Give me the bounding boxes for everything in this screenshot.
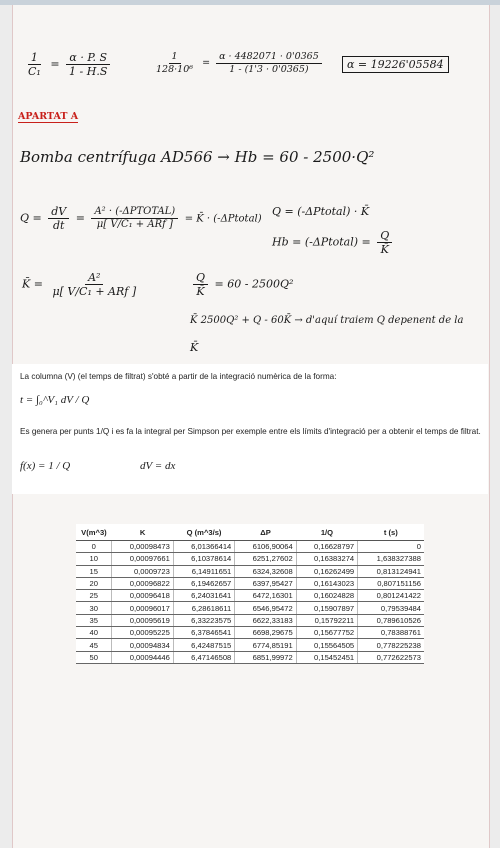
table-row: [76, 614, 424, 626]
table-cell: 0,16024828: [296, 590, 357, 602]
column-header: ΔP: [235, 524, 296, 541]
table-row: [76, 553, 424, 565]
table-cell: 0,0009723: [112, 565, 173, 577]
table-cell: 6,01366414: [173, 541, 234, 553]
q-label: Q =: [20, 211, 42, 225]
k-num: A²: [85, 272, 103, 285]
sub-den: 1 - (1'3 · 0'0365): [229, 63, 309, 75]
k-lhs: K̄ =: [22, 277, 43, 291]
table-cell: 0,813124941: [358, 565, 424, 577]
results-table: [76, 524, 424, 664]
k-symbol-last: K̄: [190, 341, 199, 354]
qk-equation: [190, 272, 293, 297]
table-cell: 6,24031641: [173, 590, 234, 602]
dvdt-den: dt: [53, 219, 65, 232]
flow-equation: Q = $\frac{dV}{dt}$ = $\frac{\text{A² · (-ΔPTOTAL)}}{\text{μ[ V/C₁ + ARf ]}}$ = K̄ · (-ΔPtotal): [20, 205, 262, 232]
table-cell: 0,789610526: [358, 614, 424, 626]
table-cell: 6,14911651: [173, 565, 234, 577]
printed-explanation: [12, 364, 488, 494]
table-cell: 0,15452451: [296, 651, 357, 663]
hb-expression: [272, 230, 395, 255]
table-row: [76, 627, 424, 639]
substitution-fraction: [216, 52, 322, 74]
hb-fraction: [377, 230, 392, 255]
lhs-den: C₁: [28, 65, 41, 78]
table-cell: 6,33223575: [173, 614, 234, 626]
qk-fraction: [193, 272, 208, 297]
fx-formula: f(x) = 1 / Q: [20, 460, 71, 472]
table-cell: 0,00096418: [112, 590, 173, 602]
formula-line-1: $\frac{1}{\text{C₁}}$ = $\frac{\alpha \cdot P. S}{1 - H.S}$: [22, 52, 113, 77]
alpha-num: α · P. S: [66, 52, 110, 65]
value-den: 128·10⁶: [156, 63, 194, 75]
alpha-den: 1 - H.S: [69, 65, 108, 78]
dvdt-fraction: [48, 206, 69, 231]
table-cell: 0,772622573: [358, 651, 424, 663]
column-header: V(m^3): [76, 524, 112, 541]
table-cell: 35: [76, 614, 112, 626]
table-cell: 6251,27602: [235, 553, 296, 565]
table-cell: 6397,95427: [235, 577, 296, 589]
integral-formula: t = ∫₀^V₁ dV / Q: [20, 394, 90, 406]
page-top-edge: [0, 0, 500, 5]
table-cell: 50: [76, 651, 112, 663]
table-cell: 0,16262499: [296, 565, 357, 577]
hb-den: K̄: [380, 243, 389, 256]
k-den: μ[ V/C₁ + ARf ]: [52, 285, 137, 298]
table-cell: 0,16628797: [296, 541, 357, 553]
table-cell: 0,00098473: [112, 541, 173, 553]
table-cell: 0,15792211: [296, 614, 357, 626]
qk-den: K̄: [196, 285, 205, 298]
table-cell: 0,00096017: [112, 602, 173, 614]
flow-num: A² · (-ΔPTOTAL): [91, 207, 178, 219]
table-header-row: [76, 524, 424, 541]
column-header: t (s): [358, 524, 424, 541]
table-cell: 6324,32608: [235, 565, 296, 577]
flow-fraction: [91, 207, 178, 230]
k-definition: [22, 272, 142, 297]
dvdt-num: dV: [48, 206, 69, 219]
lhs-fraction: [25, 52, 44, 77]
value-fraction: [153, 52, 196, 74]
table-cell: 0,801241422: [358, 590, 424, 602]
dvdx-formula: dV = dx: [140, 460, 176, 472]
q-expression: Q = (-ΔPtotal) · K̄: [272, 205, 370, 218]
table-row: [76, 541, 424, 553]
table-cell: 6,19462657: [173, 577, 234, 589]
section-heading: APARTAT A: [18, 111, 79, 122]
column-header: Q (m^3/s): [173, 524, 234, 541]
table-cell: 30: [76, 602, 112, 614]
qk-rhs: = 60 - 2500Q²: [214, 277, 294, 291]
table-cell: 15: [76, 565, 112, 577]
table-cell: 0,15907897: [296, 602, 357, 614]
table-cell: 20: [76, 577, 112, 589]
formula-line-1-numeric: $\frac{1}{\text{128·10⁶}}$ = $\frac{\alpha \cdot 4482071 \cdot 0'0365}{1 - (1'3 \cdot 0'0365)}$: [150, 52, 325, 74]
table-cell: 6472,16301: [235, 590, 296, 602]
table-cell: 45: [76, 639, 112, 651]
table-cell: 0,00095619: [112, 614, 173, 626]
table-cell: 6698,29675: [235, 627, 296, 639]
table-row: [76, 577, 424, 589]
table-cell: 0,15564505: [296, 639, 357, 651]
k-expression: = K̄ · (-ΔPtotal): [184, 213, 262, 225]
table-cell: 6622,33183: [235, 614, 296, 626]
table-cell: 0,00094834: [112, 639, 173, 651]
lhs-num: 1: [28, 52, 41, 65]
alpha-fraction: [66, 52, 110, 77]
hb-text: Hb = (-ΔPtotal) =: [272, 235, 371, 249]
table-cell: 0,16383274: [296, 553, 357, 565]
sub-num: α · 4482071 · 0'0365: [216, 52, 322, 64]
pump-equation: Bomba centrífuga AD566 → Hb = 60 - 2500·Q²: [20, 148, 375, 166]
table-row: [76, 651, 424, 663]
table-cell: 0,78388761: [358, 627, 424, 639]
table-cell: 0: [76, 541, 112, 553]
table-cell: 25: [76, 590, 112, 602]
table-row: [76, 590, 424, 602]
table-cell: 0,16143023: [296, 577, 357, 589]
column-header: K: [112, 524, 173, 541]
table-cell: 0,00096822: [112, 577, 173, 589]
k-fraction: [49, 272, 139, 297]
qk-num: Q: [193, 272, 208, 285]
table-row: [76, 602, 424, 614]
flow-den: μ[ V/C₁ + ARf ]: [96, 219, 173, 230]
alpha-result: α = 19226'05584: [342, 56, 449, 73]
hb-num: Q: [377, 230, 392, 243]
table-cell: 6774,85191: [235, 639, 296, 651]
value-num: 1: [169, 52, 181, 64]
table-cell: 40: [76, 627, 112, 639]
table-cell: 6851,99972: [235, 651, 296, 663]
table-cell: 0: [358, 541, 424, 553]
table-cell: 6546,95472: [235, 602, 296, 614]
table-cell: 6,28618611: [173, 602, 234, 614]
column-header: 1/Q: [296, 524, 357, 541]
table-cell: 6,47146508: [173, 651, 234, 663]
table-cell: 0,807151156: [358, 577, 424, 589]
table-cell: 6,37846541: [173, 627, 234, 639]
table-row: [76, 565, 424, 577]
table-cell: 6,10378614: [173, 553, 234, 565]
table-cell: 6,42487515: [173, 639, 234, 651]
table-cell: 0,00094446: [112, 651, 173, 663]
table-cell: 0,778225238: [358, 639, 424, 651]
table-cell: 10: [76, 553, 112, 565]
quadratic-line: K̄ 2500Q² + Q - 60K̄ → d'aquí traiem Q depenent de la: [190, 315, 464, 326]
table-cell: 6106,90064: [235, 541, 296, 553]
simpson-text: Es genera per punts 1/Q i es fa la integral per Simpson per exemple entre els límits d'integració per a obtenir el temps de filtrat.: [20, 427, 481, 436]
table-cell: 0,00095225: [112, 627, 173, 639]
intro-text: La columna (V) (el temps de filtrat) s'obté a partir de la integració numèrica de la forma:: [20, 372, 337, 381]
table-row: [76, 639, 424, 651]
table-cell: 0,00097661: [112, 553, 173, 565]
table-cell: 0,15677752: [296, 627, 357, 639]
table-cell: 0,79539484: [358, 602, 424, 614]
table-cell: 1,638327388: [358, 553, 424, 565]
